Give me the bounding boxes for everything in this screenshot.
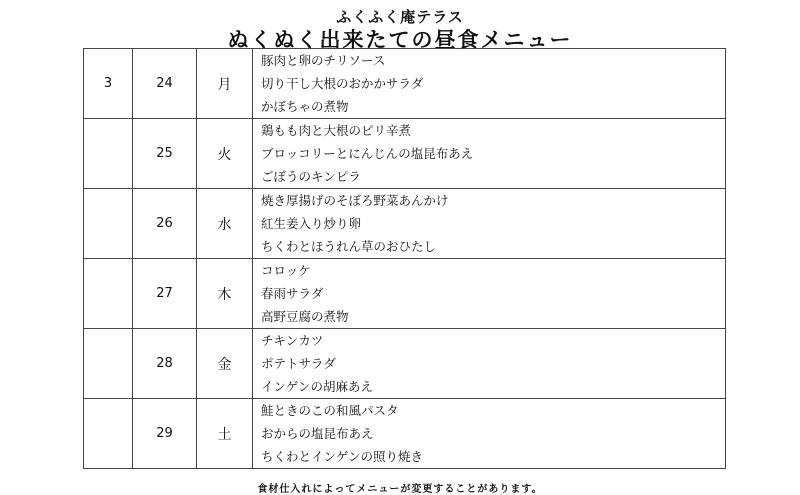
date-cell: 27 (133, 259, 197, 329)
dishes-cell (253, 189, 726, 259)
dish-item: 紅生姜入り炒り卵 (261, 216, 362, 231)
dish-item: かぼちゃの煮物 (261, 99, 349, 114)
weekday-cell: 水 (197, 189, 253, 259)
restaurant-name: ふくふく庵テラス (336, 8, 464, 26)
month-cell (84, 329, 133, 399)
month-cell (84, 399, 133, 469)
dish-item: 鶏もも肉と大根のピリ辛煮 (261, 123, 412, 138)
menu-row (84, 259, 726, 329)
dish-item: 鮭ときのこの和風パスタ (261, 403, 399, 418)
dish-item: 豚肉と卵のチリソース (261, 53, 386, 68)
menu-table (83, 48, 726, 469)
weekday-cell: 火 (197, 119, 253, 189)
dish-item: 高野豆腐の煮物 (261, 309, 349, 324)
dish-item: ちくわとインゲンの照り焼き (261, 449, 424, 464)
dish-item: おからの塩昆布あえ (261, 426, 374, 441)
page-title: ぬくぬく出来たての昼食メニュー (227, 28, 573, 52)
menu-row (84, 49, 726, 119)
dish-item: コロッケ (261, 263, 311, 278)
date-cell: 24 (133, 49, 197, 119)
dish-item: 切り干し大根のおかかサラダ (261, 76, 424, 91)
dish-item: ブロッコリーとにんじんの塩昆布あえ (261, 146, 474, 161)
dishes-cell (253, 259, 726, 329)
dish-item: 焼き厚揚げのそぼろ野菜あんかけ (261, 193, 449, 208)
date-cell: 26 (133, 189, 197, 259)
weekday-cell: 月 (197, 49, 253, 119)
month-cell (84, 189, 133, 259)
dish-item: ごぼうのキンピラ (261, 169, 361, 184)
dish-item: 春雨サラダ (261, 286, 324, 301)
weekday-cell: 木 (197, 259, 253, 329)
date-cell: 25 (133, 119, 197, 189)
footer-note: 食材仕入れによってメニューが変更することがあります。 (257, 484, 543, 495)
date-cell: 28 (133, 329, 197, 399)
dish-item: ポテトサラダ (261, 356, 336, 371)
dishes-cell (253, 329, 726, 399)
month-cell (84, 259, 133, 329)
month-cell: 3 (84, 49, 133, 119)
dish-item: チキンカツ (261, 333, 324, 348)
weekday-cell: 土 (197, 399, 253, 469)
dish-item: ちくわとほうれん草のおひたし (261, 239, 437, 254)
menu-row (84, 189, 726, 259)
dish-item: インゲンの胡麻あえ (261, 379, 374, 394)
menu-table-body (84, 49, 726, 469)
menu-row (84, 399, 726, 469)
month-cell (84, 119, 133, 189)
date-cell: 29 (133, 399, 197, 469)
weekday-cell: 金 (197, 329, 253, 399)
menu-row (84, 119, 726, 189)
menu-row (84, 329, 726, 399)
dishes-cell (253, 49, 726, 119)
dishes-cell (253, 399, 726, 469)
dishes-cell (253, 119, 726, 189)
